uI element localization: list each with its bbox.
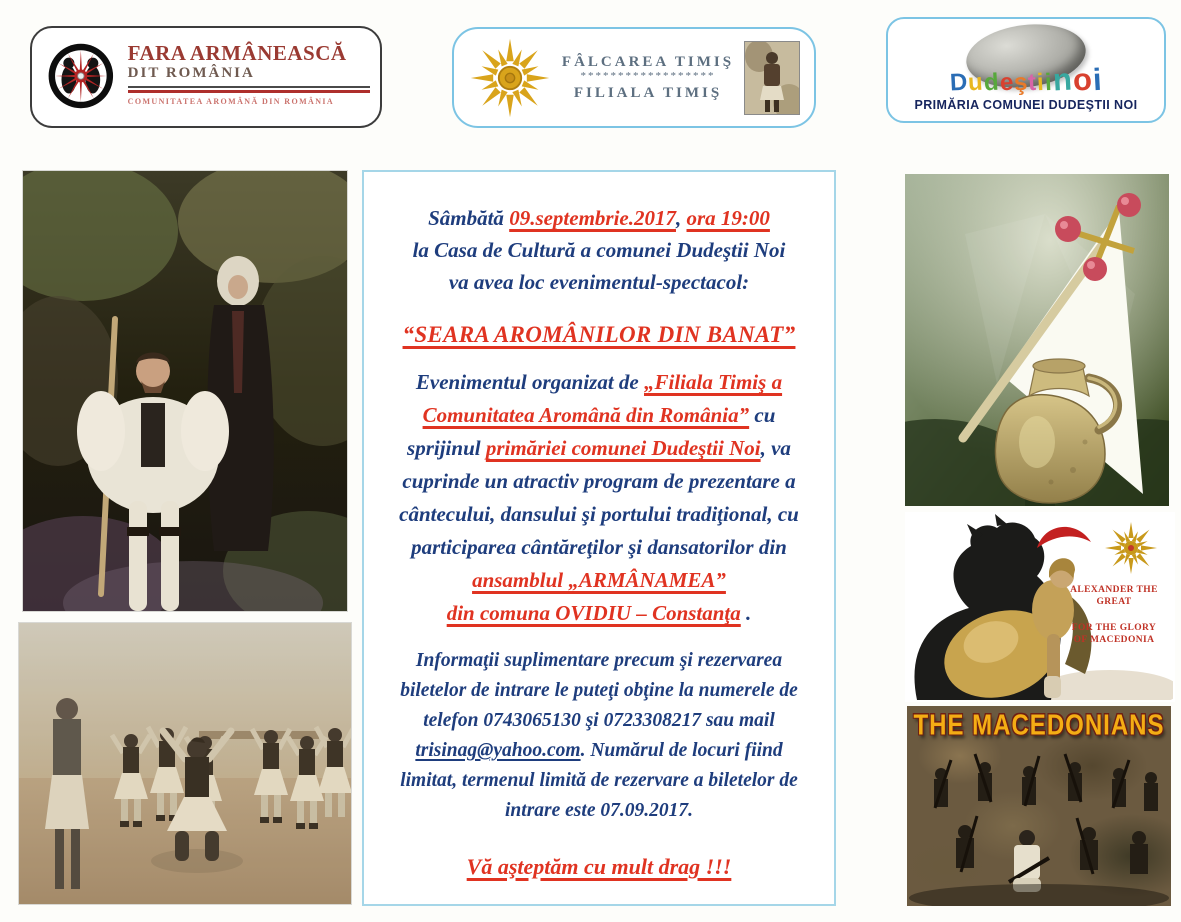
dudestii-noi-wordmark: Dudeştiinoi [949,61,1104,98]
fara-title: FARA ARMÂNEASCĂ [127,41,347,65]
falcarea-name: FÂLCAREA TIMIŞ [561,53,735,70]
text-line: biletelor de intrare le puteţi obţine la numerele de [400,680,798,701]
vergina-sun-icon [468,36,552,120]
text-line: Sâmbătă 09.septembrie.2017, ora 19:00 [428,206,770,230]
primaria-caption: PRIMĂRIA COMUNEI DUDEŞTII NOI [914,98,1138,112]
text-line: Comunitatea Aromână din România” cu [422,403,776,427]
text-line: din comuna OVIDIU – Constanţa . [446,601,752,625]
fara-emblem-icon [44,38,118,114]
alexander-caption [1055,584,1173,646]
flag-and-jug-artwork [905,174,1169,506]
text-line: cântecului, dansului şi portului tradiţional, cu [399,502,799,526]
macedonians-title: THE MACEDONIANS [913,709,1165,742]
text-line: participarea cântăreţilor şi dansatorilor din [411,535,787,559]
alexander-caption-line: OF MACEDONIA [1073,635,1155,645]
intro-block [413,202,786,298]
couple-traditional-costume-photo [22,170,348,612]
text-line: intrare este 07.09.2017. [505,800,693,821]
stars-separator: ****************** [580,69,716,82]
logo-fara-armaneasca [30,26,382,128]
divider [128,90,370,93]
text-line: limitat, termenul limită de rezervare a biletelor de [400,770,798,791]
filiala-branch: FILIALA TIMIŞ [573,84,723,101]
alexander-caption-line: FOR THE GLORY [1071,623,1157,633]
fara-subtitle: DIT ROMÂNIA [127,65,255,81]
divider [128,86,370,88]
text-line: telefon 0743065130 şi 0723308217 sau mail [423,710,775,731]
folk-dancers-photo [18,622,352,905]
event-announcement-panel [362,170,836,906]
text-line: Evenimentul organizat de „Filiala Timiş a [415,370,783,394]
text-line: va avea loc evenimentul-spectacol: [448,270,750,294]
info-block [400,646,798,826]
fighters-silhouettes [907,746,1171,906]
fara-tagline: COMUNITATEA AROMÂNĂ DIN ROMÂNIA [127,97,335,106]
text-line: la Casa de Cultură a comunei Dudeştii Noi [412,238,786,262]
text-line: cuprinde un atractiv program de prezentare a [402,469,796,493]
text-line: sprijinul primăriei comunei Dudeştii Noi, va [407,436,791,460]
macedonians-group-photo [907,706,1171,906]
text-line: trisinag@yahoo.com. Numărul de locuri fiind [415,740,783,761]
event-title: “SEARA AROMÂNILOR DIN BANAT” [402,322,796,347]
text-line: Informaţii suplimentare precum şi rezervarea [415,650,783,671]
costume-portrait-photo [744,41,800,115]
body-block [399,366,799,630]
closing-message: Vă aşteptăm cu mult drag !!! [466,854,732,879]
logo-primaria-dudestii-noi [886,17,1166,123]
text-line: ansamblul „ARMÂNAMEA” [472,568,726,592]
alexander-caption-line: ALEXANDER THE GREAT [1070,585,1158,607]
alexander-the-great-artwork [905,512,1175,702]
logo-falcarea-timis [452,27,816,128]
